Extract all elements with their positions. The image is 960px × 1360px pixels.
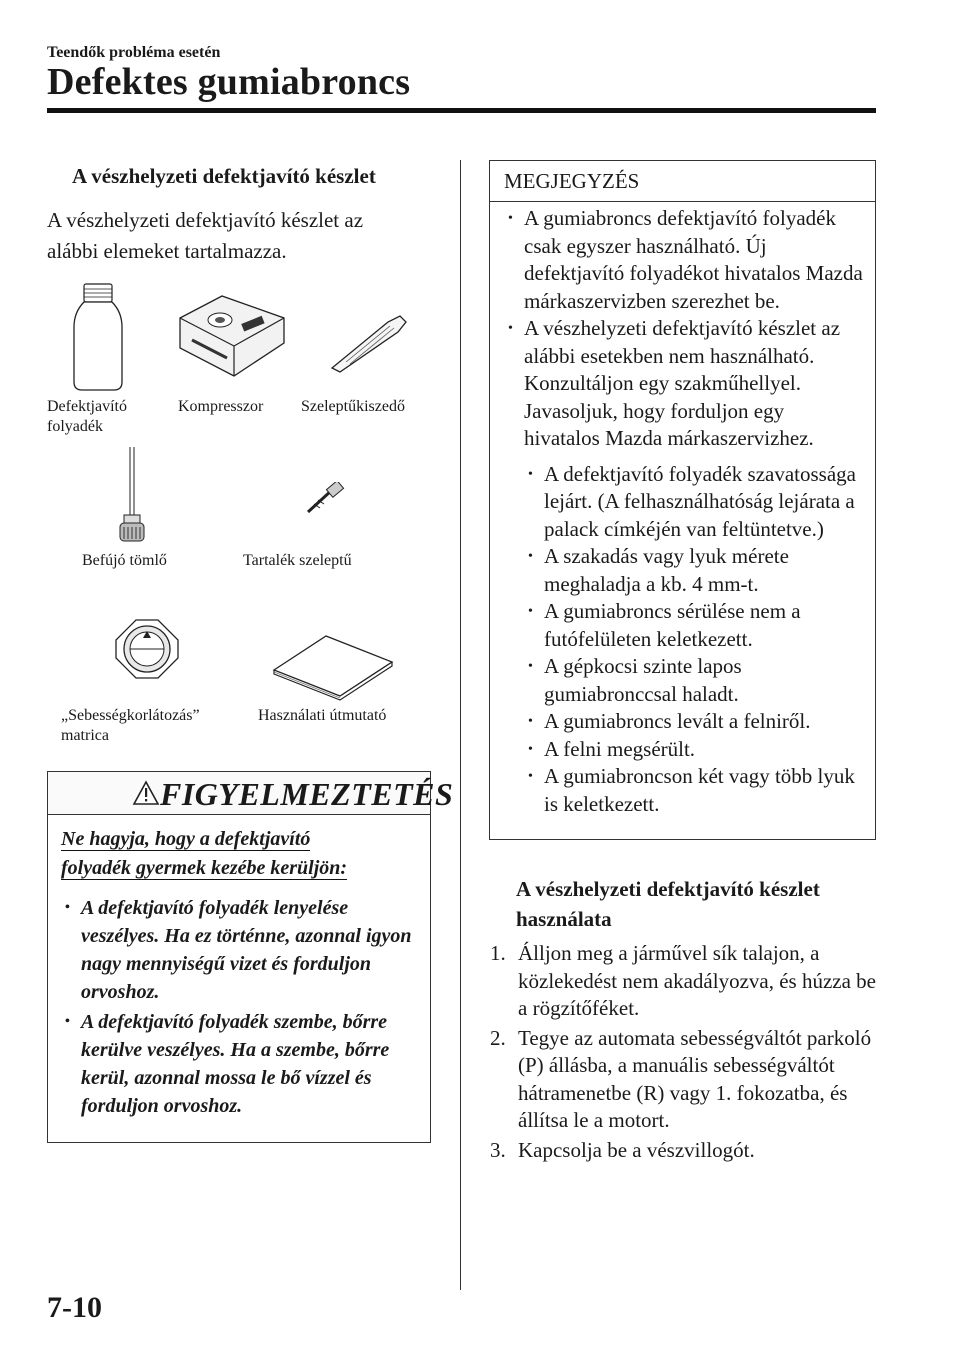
item-label-hose: Befújó tömlő [82, 552, 167, 569]
warning-bullet: • A defektjavító folyadék lenyelése veszélyes. Ha ez történne, azonnal igyon nagy mennyiségű vizet és forduljon orvoshoz. [61, 894, 421, 1006]
item-label-valve-core: Tartalék szeleptű [243, 552, 352, 569]
manual-icon [270, 632, 396, 702]
item-label-manual: Használati útmutató [258, 707, 387, 724]
section-header: Teendők probléma esetén [47, 44, 221, 61]
note-sub-bullet: • A gépkocsi szinte lapos gumiabronccsal haladt. [524, 653, 864, 708]
note-sub-bullet: • A gumiabroncs sérülése nem a futófelületen keletkezett. [524, 598, 864, 653]
warning-bullet: • A defektjavító folyadék szembe, bőrre kerülve veszélyes. Ha a szembe, bőrre kerül, azonnal mossa le bő vízzel és forduljon orvoshoz. [61, 1008, 421, 1120]
note-sub-bullet: • A defektjavító folyadék szavatossága lejárt. (A felhasználhatóság lejárata a palack címkéjén van feltüntetve.) [524, 461, 864, 544]
hose-icon [112, 445, 156, 545]
warning-list [61, 894, 421, 1122]
warning-header [48, 772, 454, 815]
page-title: Defektes gumiabroncs [47, 61, 411, 103]
item-label-sticker: „Sebességkorlátozás” matrica [61, 707, 200, 744]
column-divider [460, 160, 461, 1290]
item-label-valve-tool: Szeleptűkiszedő [301, 398, 405, 415]
warning-title: FIGYELMEZTETÉS [160, 776, 454, 812]
kit-intro-line1: A vészhelyzeti defektjavító készlet az [47, 208, 364, 232]
compressor-icon [172, 288, 290, 383]
step-3: 3. Kapcsolja be a vészvillogót. [490, 1137, 755, 1162]
usage-steps [490, 940, 880, 1166]
step-2: 2. Tegye az automata sebességváltót parkoló (P) állásba, a manuális sebességváltót hátramenetbe (R) vagy 1. fokozatba, és állítsa le a motort. [490, 1025, 872, 1132]
note-bullet: • A vészhelyzeti defektjavító készlet az alábbi esetekben nem használható. Konzultáljon egy szakműhellyel. Javasoljuk, hogy forduljon egy hivatalos Mazda márkaszervizhez. [504, 315, 864, 453]
valve-tool-icon [326, 310, 410, 374]
note-sub-bullet: • A szakadás vagy lyuk mérete meghaladja a kb. 4 mm-t. [524, 543, 864, 598]
bottle-icon [72, 282, 124, 392]
header-rule [47, 108, 876, 113]
valve-core-icon [304, 482, 348, 516]
item-label-compressor: Kompresszor [178, 398, 264, 415]
note-box [489, 160, 876, 840]
note-title: MEGJEGYZÉS [504, 169, 640, 193]
note-sub-list [524, 461, 864, 819]
warning-box [47, 771, 454, 1143]
note-bullet: • A gumiabroncs defektjavító folyadék csak egyszer használható. Új defektjavító folyadékot hivatalos Mazda márkaszervizben szerezhet be. [504, 205, 864, 315]
note-sub-bullet: • A felni megsérült. [524, 736, 864, 764]
usage-title: A vészhelyzeti defektjavító készlet használata [516, 877, 820, 931]
note-sub-bullet: • A gumiabroncson két vagy több lyuk is keletkezett. [524, 763, 864, 818]
note-header [490, 161, 875, 202]
warning-subtitle: Ne hagyja, hogy a defektjavító folyadék gyermek kezébe kerüljön: [61, 828, 348, 879]
page-number: 7-10 [47, 1291, 102, 1324]
kit-title: A vészhelyzeti defektjavító készlet [72, 164, 376, 188]
kit-intro-line2: alábbi elemeket tartalmazza. [47, 239, 287, 263]
warning-triangle-icon [132, 780, 160, 806]
note-list [504, 205, 864, 818]
step-1: 1. Álljon meg a járművel sík talajon, a közlekedést nem akadályozva, és húzza be a rögzítőféket. [490, 941, 876, 1020]
note-sub-bullet: • A gumiabroncs levált a felniről. [524, 708, 864, 736]
item-label-bottle: Defektjavító folyadék [47, 398, 127, 435]
sticker-icon [112, 616, 182, 682]
